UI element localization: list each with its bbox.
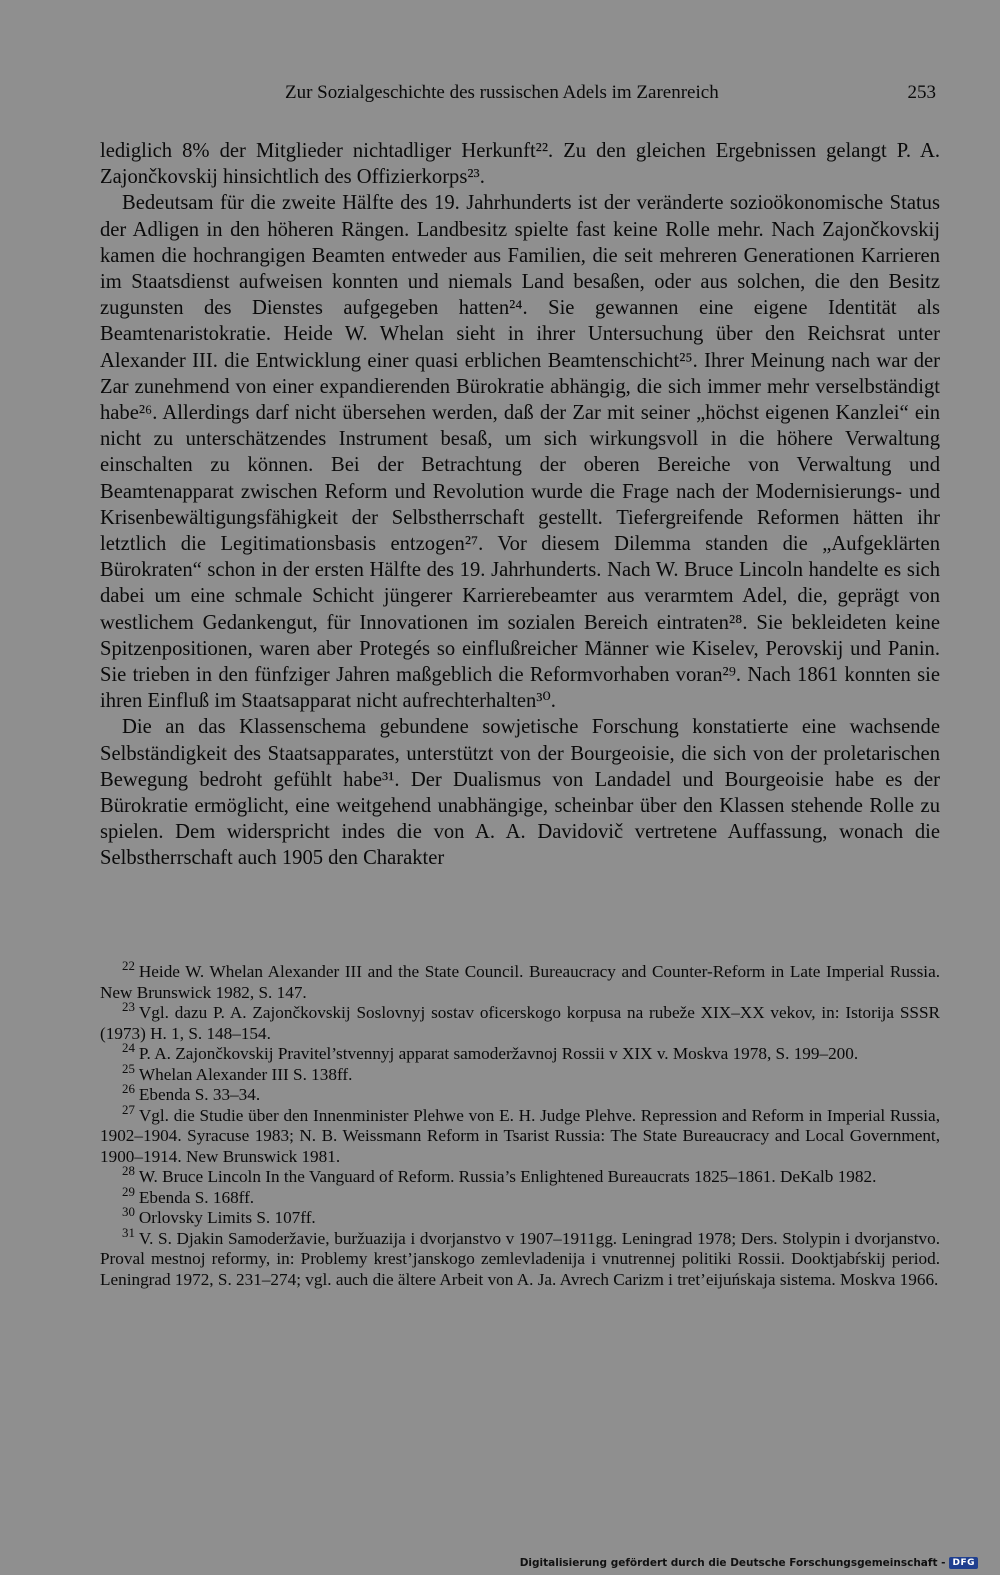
footnotes [100, 959, 940, 1290]
footnote [100, 1184, 940, 1209]
footnote [100, 1205, 940, 1229]
footnote-number: 31 [122, 1225, 135, 1240]
footnote-text: Orlovsky Limits S. 107ff. [138, 1208, 316, 1227]
footnote [100, 1041, 940, 1065]
footnote-text: Ebenda S. 168ff. [138, 1187, 255, 1207]
footnote-number: 23 [122, 1000, 135, 1015]
footnote-text: Vgl. die Studie über den Innenminister Plehwe von E. H. Judge Plehve. Repression and Reform in Imperial Russia, 1902–1904. Syracuse 1983; N. B. Weissmann Reform in Tsarist Russia: The State Bureaucracy and Local Government, 1900–1914. New Brunswick 1981. [100, 1105, 940, 1166]
running-header [100, 82, 940, 112]
footnote-number: 22 [122, 959, 135, 974]
footnote [100, 1102, 940, 1168]
footnote-text: Vgl. dazu P. A. Zajončkovskij Soslovnyj sostav oficerskogo korpusa na rubeže XIX–XX vekov, in: Istorija SSSR (1973) H. 1, S. 148–154. [100, 1003, 940, 1043]
footnote-number: 25 [122, 1061, 135, 1076]
footnote-number: 28 [122, 1164, 135, 1179]
footnote-text: Heide W. Whelan Alexander III and the State Council. Bureaucracy and Counter-Reform in Late Imperial Russia. New Brunswick 1982, S. 147. [100, 962, 940, 1002]
footnote [100, 1164, 940, 1188]
footnote-text: W. Bruce Lincoln In the Vanguard of Reform. Russia’s Enlightened Bureaucrats 1825–1861. DeKalb 1982. [138, 1167, 877, 1186]
footnote [100, 1082, 940, 1106]
running-title: Zur Sozialgeschichte des russischen Adels im Zarenreich [285, 82, 719, 103]
paragraph: lediglich 8% der Mitglieder nichtadliger Herkunft²². Zu den gleichen Ergebnissen gelangt P. A. Zajončkovskij hinsichtlich des Offizierkorps²³. [100, 140, 940, 189]
footnote-number: 27 [122, 1102, 135, 1117]
paragraph: Die an das Klassenschema gebundene sowjetische Forschung konstatierte eine wachsende Selbständigkeit des Staatsapparates, unterstützt von der Bourgeoisie, die sich von der proletarischen Bewegung bedroht gefühlt habe³¹. Der Dualismus von Landadel und Bourgeoisie habe es der Bürokratie ermöglicht, eine weitgehend unabhängige, scheinbar über den Klassen stehende Rolle zu spielen. Dem widerspricht indes die von A. A. Davidovič vertretene Auffassung, wonach die Selbstherrschaft auch 1905 den Charakter [100, 716, 940, 870]
footnote-number: 26 [122, 1082, 135, 1097]
dfg-logo-icon: DFG [949, 1557, 978, 1569]
footnote [100, 959, 940, 1003]
footnote-text: Whelan Alexander III S. 138ff. [138, 1064, 353, 1084]
credit-text: Digitalisierung gefördert durch die Deutsche Forschungsgemeinschaft - [519, 1557, 946, 1569]
footnote-number: 29 [122, 1184, 135, 1199]
footnote [100, 1225, 940, 1291]
main-text [100, 138, 940, 872]
footnote-number: 30 [122, 1205, 135, 1220]
digitization-credit [520, 1557, 978, 1569]
paragraph: Bedeutsam für die zweite Hälfte des 19. Jahrhunderts ist der veränderte sozioökonomische Status der Adligen in den höheren Rängen. Landbesitz spielte fast keine Rolle mehr. Nach Zajončkovskij kamen die hochrangigen Beamten entweder aus Familien, die seit mehreren Generationen Karrieren im Staatsdienst aufweisen konnten und niemals Land besaßen, oder aus solchen, die den Besitz zugunsten des Dienstes aufgegeben hatten²⁴. Sie gewannen eine eigene Identität als Beamtenaristokratie. Heide W. Whelan sieht in ihrer Untersuchung über den Reichsrat unter Alexander III. die Entwicklung einer quasi erblichen Beamtenschicht²⁵. Ihrer Meinung nach war der Zar zunehmend von einer expandierenden Bürokratie abhängig, die sich immer mehr verselbständigt habe²⁶. Allerdings darf nicht übersehen werden, daß der Zar mit seiner „höchst eigenen Kanzlei“ ein nicht zu unterschätzendes Instrument besaß, um sich wirkungsvoll in die höhere Verwaltung einschalten zu können. Bei der Betrachtung der oberen Bereiche von Verwaltung und Beamtenapparat zwischen Reform und Revolution wurde die Frage nach der Modernisierungs- und Krisenbewältigungsfähigkeit der Selbstherrschaft gestellt. Tiefergreifende Reformen hätten ihr letztlich die Legitimationsbasis entzogen²⁷. Vor diesem Dilemma standen die „Aufgeklärten Bürokraten“ schon in der ersten Hälfte des 19. Jahrhunderts. Nach W. Bruce Lincoln handelte es sich dabei um eine schmale Schicht jüngerer Karrierebeamter aus verarmtem Adel, die, geprägt von westlichem Gedankengut, für Innovationen im sozialen Bereich eintraten²⁸. Sie bekleideten keine Spitzenpositionen, waren aber Protegés so einflußreicher Männer wie Kiselev, Perovskij und Panin. Sie trieben in den fünfziger Jahren maßgeblich die Reformvorhaben voran²⁹. Nach 1861 konnten sie ihren Einfluß im Staatsapparat nicht aufrechterhalten³⁰. [100, 192, 940, 713]
footnote [100, 1000, 940, 1044]
footnote-text: P. A. Zajončkovskij Pravitel’stvennyj apparat samoderžavnoj Rossii v XIX v. Moskva 1978, S. 199–200. [138, 1044, 859, 1063]
footnote [100, 1061, 940, 1086]
footnote-number: 24 [122, 1041, 135, 1056]
footnote-text: V. S. Djakin Samoderžavie, buržuazija i dvorjanstvo v 1907–1911gg. Leningrad 1978; Ders. Stolypin i dvorjanstvo. Proval mestnoj reformy, in: Problemy krest’janskogo zemlevladenija i vnutrennej politiki Rossii. Dooktjabŕskij period. Leningrad 1972, S. 231–274; vgl. auch die ältere Arbeit von A. Ja. Avrech Carizm i tret’eijuńskaja sistema. Moskva 1966. [100, 1228, 940, 1289]
page-number: 253 [907, 82, 936, 103]
footnote-text: Ebenda S. 33–34. [138, 1085, 261, 1104]
